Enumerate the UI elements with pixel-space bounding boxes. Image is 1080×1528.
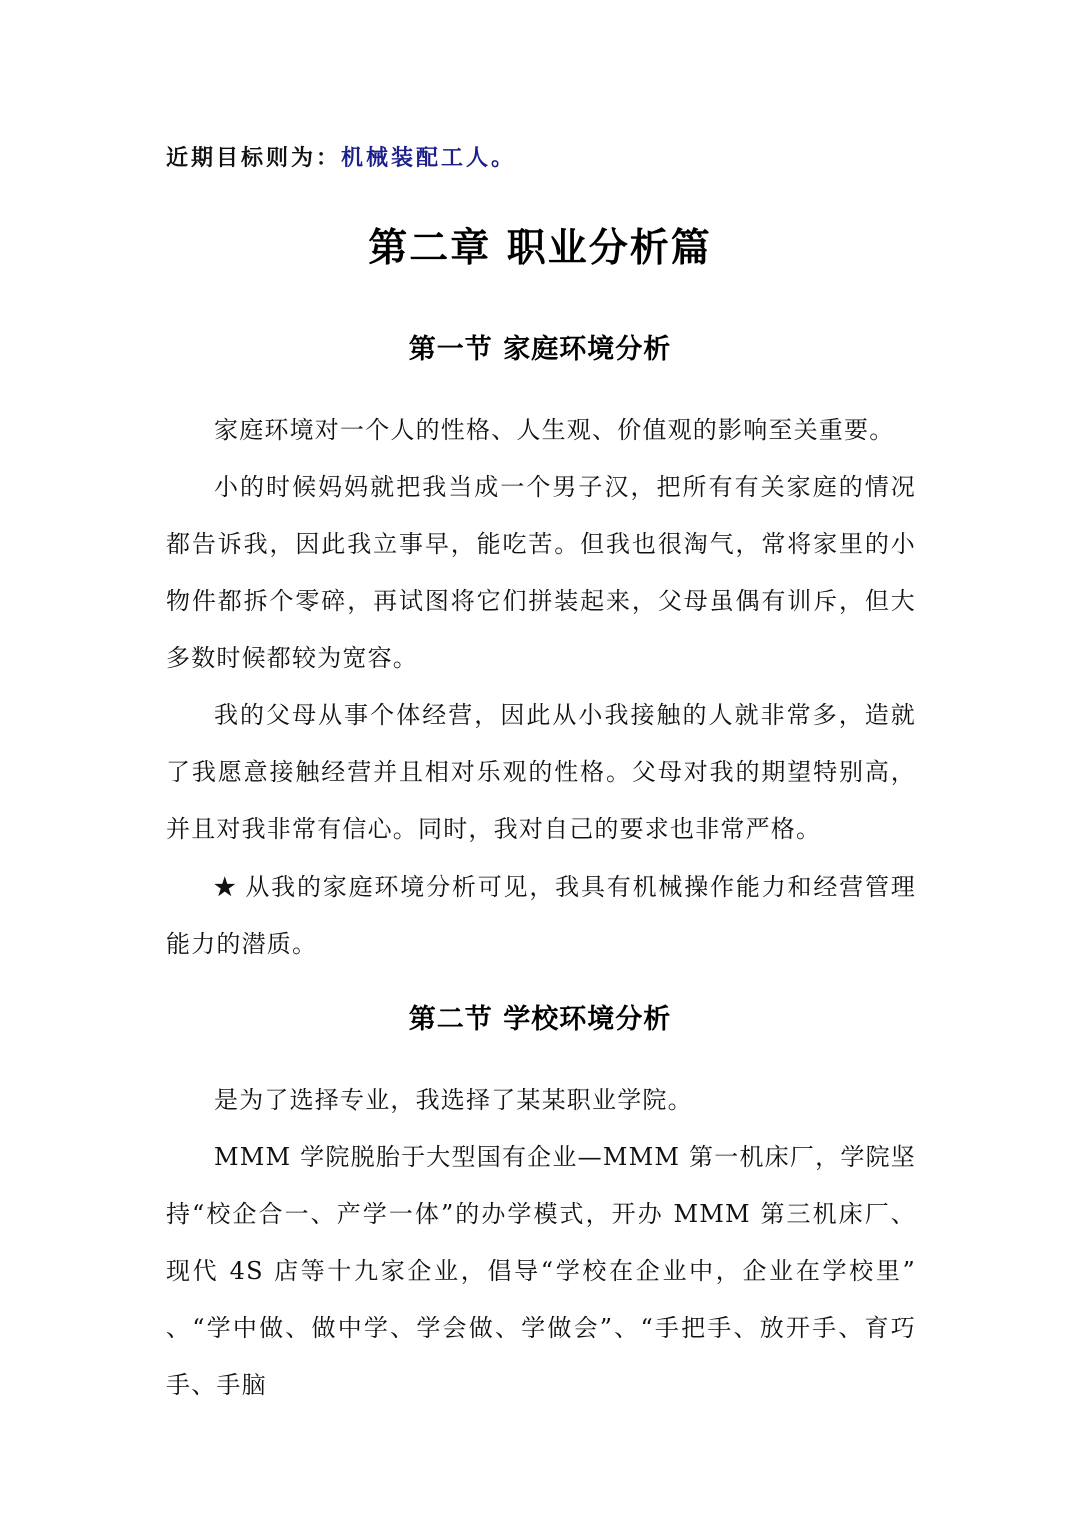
section-title-school-environment: 第二节 学校环境分析 (408, 1004, 672, 1035)
conclusion-paragraph (166, 858, 916, 973)
goal-value: 机械装配工人。 (341, 146, 517, 171)
conclusion-text: 从我的家庭环境分析可见，我具有机械操作能力和经营管理能力的潜质。 (166, 873, 917, 958)
chapter-title: 第二章 职业分析篇 (368, 225, 712, 271)
paragraph: 是为了选择专业，我选择了某某职业学院。 (214, 1086, 693, 1114)
goal-label: 近期目标则为： (166, 146, 342, 171)
paragraph: 我的父母从事个体经营，因此从小我接触的人就非常多，造就了我愿意接触经营并且相对乐观的性格。父母对我的期望特别高，并且对我非常有信心。同时，我对自己的要求也非常严格。 (166, 701, 916, 843)
star-icon: ★ (214, 872, 238, 901)
paragraph: 小的时候妈妈就把我当成一个男子汉，把所有有关家庭的情况都告诉我，因此我立事早，能吃苦。但我也很淘气，常将家里的小物件都拆个零碎，再试图将它们拼装起来，父母虽偶有训斥，但大多数时候都较为宽容。 (166, 473, 916, 672)
near-term-goal (166, 142, 516, 176)
section-title-family-environment: 第一节 家庭环境分析 (408, 334, 672, 365)
paragraph: 家庭环境对一个人的性格、人生观、价值观的影响至关重要。 (214, 416, 895, 444)
paragraph: MMM 学院脱胎于大型国有企业—MMM 第一机床厂，学院坚持“校企合一、产学一体”的办学模式，开办 MMM 第三机床厂、现代 4S 店等十九家企业，倡导“学校在企业中，企业在学校里” 、“学中做、做中学、学会做、学做会”、“手把手、放开手、育巧手、手脑 (166, 1143, 916, 1399)
